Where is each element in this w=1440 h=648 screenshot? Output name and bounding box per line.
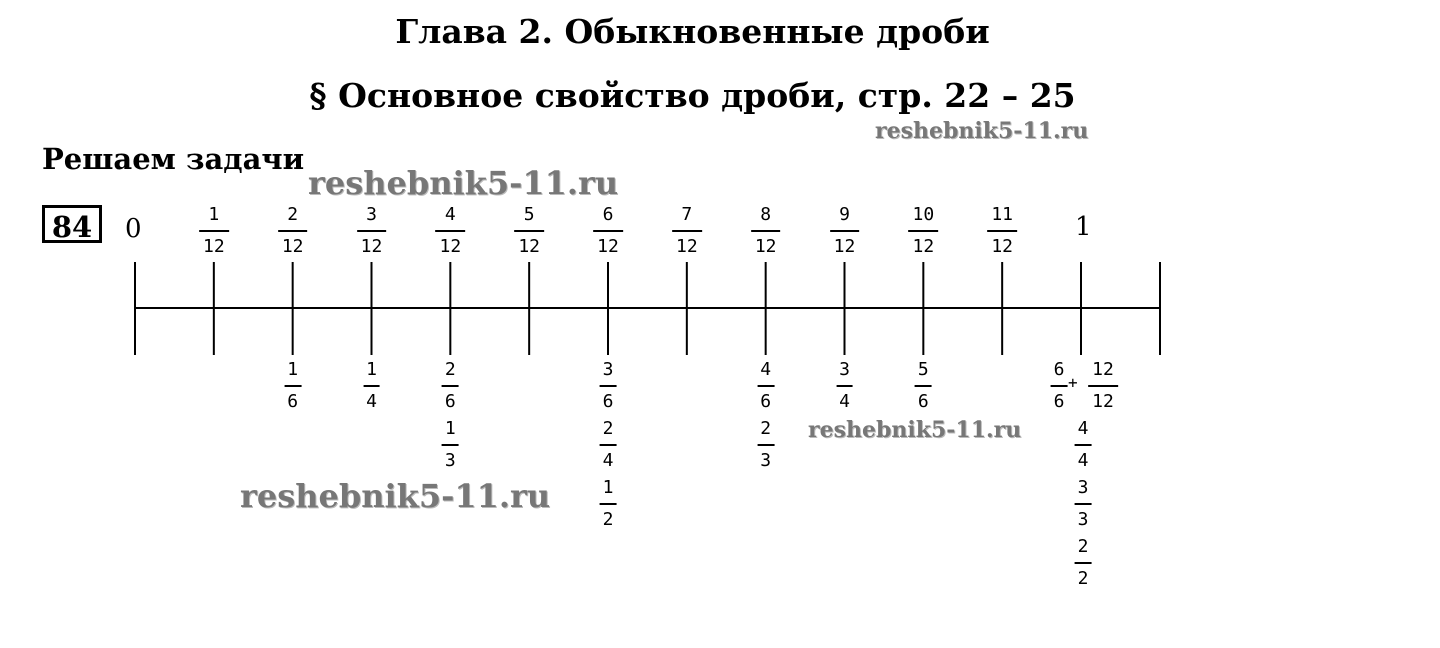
fraction-denominator: 6 — [444, 391, 456, 412]
fraction-bar — [1075, 444, 1092, 446]
fraction-numerator: 3 — [1077, 477, 1089, 498]
axis-zero-label: 0 — [125, 214, 142, 244]
fraction-denominator: 4 — [839, 391, 850, 412]
fraction-denominator: 2 — [1077, 568, 1089, 589]
fraction-numerator: 1 — [602, 477, 614, 498]
fraction-denominator: 4 — [602, 450, 614, 471]
fraction — [1078, 420, 1089, 470]
fraction-numerator: 12 — [1092, 359, 1114, 380]
fraction-bar — [357, 230, 387, 232]
chapter-title: Глава 2. Обыкновенные дроби — [395, 12, 990, 51]
fraction-numerator: 9 — [839, 204, 850, 225]
fraction — [445, 361, 456, 411]
plus-sign: + — [1068, 373, 1078, 392]
fraction-bar — [1075, 562, 1092, 564]
fraction-bar — [278, 230, 308, 232]
fraction-denominator: 12 — [833, 236, 856, 257]
fraction-denominator: 12 — [202, 236, 225, 257]
fraction-bar — [987, 230, 1017, 232]
fraction-numerator: 2 — [760, 418, 772, 439]
fraction-numerator: 1 — [444, 418, 456, 439]
fraction-numerator: 7 — [681, 204, 693, 225]
fraction — [282, 206, 304, 256]
fraction-numerator: 4 — [444, 204, 456, 225]
fraction — [755, 206, 777, 256]
fraction-bar — [757, 385, 774, 387]
fraction-bar — [830, 230, 860, 232]
fraction-numerator: 2 — [602, 418, 614, 439]
problem-number: 84 — [42, 205, 102, 243]
fraction-bar — [600, 503, 617, 505]
fraction-bar — [836, 385, 853, 387]
fraction-bar — [600, 385, 617, 387]
fraction — [203, 206, 225, 256]
fraction-denominator: 12 — [360, 236, 383, 257]
fraction-denominator: 12 — [518, 236, 540, 257]
fraction-numerator: 1 — [287, 359, 299, 380]
fraction — [1092, 361, 1114, 411]
fraction-bar — [908, 230, 938, 232]
fraction-bar — [593, 230, 623, 232]
fraction-bar — [1051, 385, 1068, 387]
fraction-bar — [363, 385, 380, 387]
fraction-numerator: 11 — [991, 204, 1013, 225]
section-title: § Основное свойство дроби, стр. 22 – 25 — [309, 76, 1076, 115]
fraction — [1078, 538, 1089, 588]
fraction-bar — [514, 230, 544, 232]
fraction-numerator: 3 — [602, 359, 614, 380]
fraction-denominator: 6 — [602, 391, 614, 412]
fraction-numerator: 5 — [917, 359, 929, 380]
fraction — [912, 206, 934, 256]
fraction-numerator: 8 — [760, 204, 772, 225]
fraction-numerator: 5 — [523, 204, 535, 225]
fraction-bar — [199, 230, 229, 232]
fraction-denominator: 12 — [754, 236, 777, 257]
fraction — [834, 206, 856, 256]
fraction-numerator: 3 — [839, 359, 850, 380]
fraction-bar — [751, 230, 781, 232]
fraction-numerator: 4 — [1077, 418, 1089, 439]
fraction-bar — [757, 444, 774, 446]
fraction-numerator: 1 — [366, 359, 377, 380]
fraction — [366, 361, 377, 411]
fraction-denominator: 6 — [760, 391, 772, 412]
subheading: Решаем задачи — [42, 142, 305, 176]
watermark: reshebnik5-11.ru — [808, 417, 1022, 443]
fraction — [597, 206, 619, 256]
fraction — [361, 206, 383, 256]
fraction — [918, 361, 929, 411]
fraction — [518, 206, 540, 256]
fraction — [445, 420, 456, 470]
axis-one-label: 1 — [1075, 212, 1092, 242]
fraction-bar — [284, 385, 301, 387]
fraction-numerator: 10 — [912, 204, 935, 225]
fraction-numerator: 2 — [287, 204, 299, 225]
fraction — [676, 206, 698, 256]
fraction-denominator: 3 — [1077, 509, 1089, 530]
fraction-denominator: 12 — [675, 236, 698, 257]
fraction — [1054, 361, 1065, 411]
fraction — [760, 361, 771, 411]
fraction-bar — [442, 444, 459, 446]
fraction-denominator: 12 — [439, 236, 462, 257]
fraction-bar — [600, 444, 617, 446]
fraction-numerator: 2 — [444, 359, 456, 380]
fraction-denominator: 12 — [597, 236, 619, 257]
fraction-denominator: 12 — [912, 236, 935, 257]
fraction-denominator: 12 — [1092, 391, 1114, 412]
watermark: reshebnik5-11.ru — [308, 164, 619, 202]
watermark: reshebnik5-11.ru — [240, 477, 551, 515]
fraction-bar — [1088, 385, 1118, 387]
watermark: reshebnik5-11.ru — [875, 118, 1089, 144]
fraction-numerator: 6 — [1053, 359, 1065, 380]
fraction-bar — [672, 230, 702, 232]
fraction-bar — [1075, 503, 1092, 505]
fraction — [603, 361, 614, 411]
fraction-bar — [442, 385, 459, 387]
fraction — [287, 361, 298, 411]
fraction-bar — [915, 385, 932, 387]
fraction — [1078, 479, 1089, 529]
fraction-denominator: 4 — [1077, 450, 1089, 471]
fraction — [760, 420, 771, 470]
fraction-denominator: 12 — [991, 236, 1013, 257]
fraction-denominator: 6 — [917, 391, 929, 412]
fraction-numerator: 1 — [208, 204, 220, 225]
fraction — [439, 206, 461, 256]
fraction — [603, 479, 614, 529]
fraction-denominator: 6 — [1053, 391, 1065, 412]
fraction-denominator: 3 — [760, 450, 772, 471]
fraction-numerator: 2 — [1077, 536, 1089, 557]
fraction — [991, 206, 1013, 256]
fraction-numerator: 3 — [366, 204, 377, 225]
fraction-bar — [435, 230, 465, 232]
fraction-denominator: 6 — [287, 391, 299, 412]
fraction — [603, 420, 614, 470]
fraction-numerator: 4 — [760, 359, 772, 380]
fraction — [839, 361, 850, 411]
fraction-denominator: 2 — [602, 509, 614, 530]
fraction-denominator: 3 — [444, 450, 456, 471]
fraction-denominator: 4 — [366, 391, 377, 412]
fraction-denominator: 12 — [281, 236, 304, 257]
fraction-numerator: 6 — [602, 204, 614, 225]
